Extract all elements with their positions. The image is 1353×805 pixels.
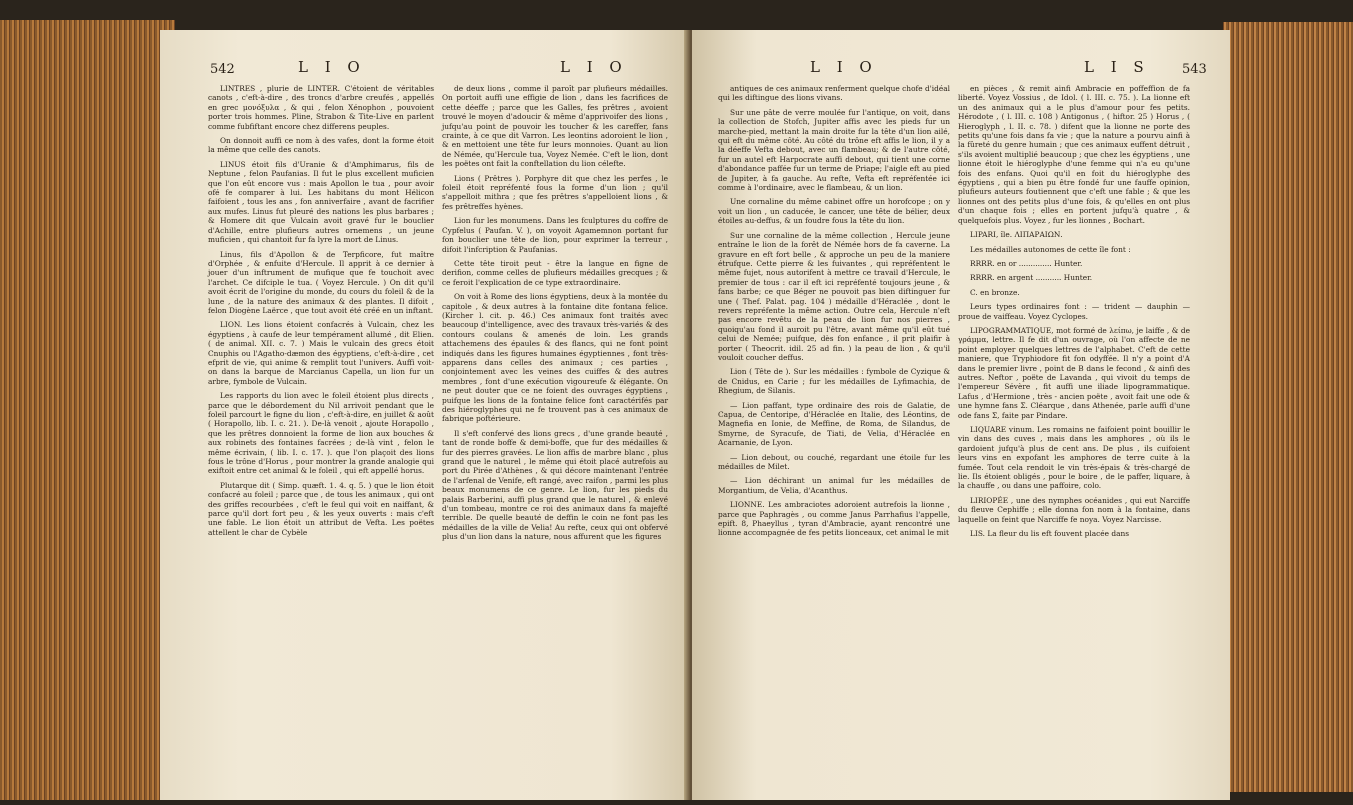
paragraph: Lions ( Prêtres ). Porphyre dit que chez les perfes , le foleil étoit repréfenté fous la forme d'un lion ; qu'il s'appelloit mithra ; que fes prêtres s'appelloient lions , & fes prêtreffes hyènes. <box>442 173 668 211</box>
paragraph: Une cornaline du même cabinet offre un horofcope ; on y voit un lion , un caducée, le cancer, une tête de bélier, deux étoiles au-deffus, & un foudre fous la tête du lion. <box>718 197 950 226</box>
paragraph: Linus, fils d'Apollon & de Terpficore, fut maître d'Orphée , & enfuite d'Hercule. Il apprit à ce dernier à jouer d'un inftrument de mufique que fe touchoit avec l'archet. Ce difciple le tua. ( Voyez Hercule. ) On dit qu'il avoit écrit de l'origine du monde, du cours du foleil & de la lune , de la nature des animaux & des plantes. Il difoit , felon Diogène Laërce , que tout avoit été créé en un inftant. <box>208 249 434 315</box>
left-page-edges <box>0 20 175 800</box>
page-number: 543 <box>1182 62 1207 77</box>
paragraph: Sur une pâte de verre moulée fur l'antique, on voit, dans la collection de Stofch, Jupiter affis avec les pieds fur un marche-pied, mettant la main droite fur la tête d'un lion ailé, qui eft du même côté. Au côté du trône eft affis le lion, il y a la déeffe Vefta debout, avec un flambeau; & de l'autre côté, fur un autel eft Harpocrate auffi debout, qui tient une corne d'abondance paffée fur un terme de Priape; l'aigle eft au pied de Jupiter, à fa gauche. Au refte, Vefta eft repréfentée ici comme à l'ordinaire, avec le flambeau, & un lion. <box>718 107 950 193</box>
paragraph: Les médailles autonomes de cette île font : <box>970 244 1131 254</box>
paragraph: LINUS étoit fils d'Uranie & d'Amphimarus, fils de Neptune , felon Paufanias. Il fut le plus excellent muficien que l'on eût encore vus : mais Apollon le tua , pour avoir ofé fe comparer à lui. Les habitans du mont Hélicon faifoient , tous les ans , fon anniverfaire , avant de facrifier aux mufes. Linus fut pleuré des nations les plus barbares ; & Homere dit que Vulcain avoit gravé fur le bouclier d'Achille, entre plufieurs autres ornemens , un jeune muficien , qui chantoit fur fa lyre la mort de Linus. <box>208 159 434 245</box>
paragraph: LIPARI, île. ΛΙΠΑΡΑΙΩΝ. <box>970 230 1063 240</box>
paragraph: RRRR. en argent ........... Hunter. <box>970 273 1093 283</box>
paragraph: On donnoit auffi ce nom à des vafes, dont la forme étoit la même que celle des canots. <box>208 136 434 155</box>
paragraph: LIRIOPÉE , une des nymphes océanides , qui eut Narciffe du fleuve Cephiffe ; elle donna fon nom à la fontaine, dans laquelle on feint que Narciffe fe noya. Voyez Narcisse. <box>958 495 1190 524</box>
paragraph: RRRR. en or .............. Hunter. <box>970 258 1083 268</box>
right-page-column-2 <box>958 84 1190 543</box>
left-page-header <box>160 58 690 82</box>
paragraph: Lion ( Tête de ). Sur les médailles : fymbole de Cyzique & de Cnidus, en Carie ; fur les médailles de Lyfimachia, de Rhegium, de Silanis. <box>718 367 950 396</box>
paragraph: LIPOGRAMMATIQUE, mot formé de λείπω, je laiffe , & de γράμμα, lettre. Il fe dit d'un ouvrage, où l'on affecte de ne point employer quelques lettres de l'alphabet. C'eft de cette maniere, que Tryphiodore fit fon odyffée. Il n'y a point d'A dans le premier livre , point de B dans le fecond , & ainfi des autres. Neftor , poëte de Lavanda , qui vivoit du temps de l'empereur Sévère , fit auffi une iliade lipogrammatique. Lafus , d'Hermione , très - ancien poëte , avoit fait une ode & une hymne fans Σ. Cléarque , dans Athenée, parle auffi d'une ode fans Σ, faite par Pindare. <box>958 325 1190 420</box>
running-head-left: L I O <box>810 58 878 76</box>
paragraph: LIONNE. Les ambraciotes adoroient autrefois la lionne , parce que Paphragès , ou comme Janus Parrhafius l'appelle, epift. 8, Phaeyllus , tyran d'Ambracie, ayant rencontré une lionne accompagnée de fes petits lionceaux, cet animal le mit <box>718 500 950 538</box>
right-page-edges <box>1223 22 1353 792</box>
left-page-column-2 <box>442 84 668 547</box>
running-head-right: L I S <box>1084 58 1150 76</box>
paragraph: Sur une cornaline de la même collection , Hercule jeune entraîne le lion de la forêt de Némée hors de fa caverne. La gravure en eft fort belle , & approche un peu de la maniere étrufque. Cette pierre & les fuivantes , qui repréfentent le même fujet, nous autorifent à mettre ce travail d'Hercule, le premier de tous : car il eft ici repréfenté toujours jeune , & fans barbe; ce que Béger ne pouvoit pas bien diftinguer fur une ( Thef. Palat. pag. 104 ) médaille d'Héraclée , dont le revers repréfente la même action. Outre cela, Hercule n'eft pas encore revêtu de la peau de lion fur nos pierres , quoiqu'au fond il auroit pu l'être, avant même qu'il eût tué celui de Nemée; puifque, dès fon enfance , il prit plaifir à porter ( Theocrit. idil. 25 ad fin. ) la peau de lion , & qu'il vouloit coucher deffus. <box>718 230 950 362</box>
paragraph: Plutarque dit ( Simp. quæft. 1. 4. q. 5. ) que le lion étoit confacré au foleil ; parce que , de tous les animaux , qui ont des griffes recourbées , c'eft le feul qui voit en naiffant, & parce qu'il dort fort peu , & les yeux ouverts : mais c'eft une fable. Le lion étoit un attribut de Vefta. Les poëtes attellent le char de Cybèle <box>208 480 434 537</box>
paragraph: Il s'eft confervé des lions grecs , d'une grande beauté , tant de ronde boffe & demi-boffe, que fur des médailles & fur des pierres gravées. Le lion affis de marbre blanc , plus grand que le naturel , le même qui étoit placé autrefois au port du Pirée d'Athènes , & qui décore maintenant l'entrée de l'arfenal de Venife, eft rangé, avec raifon , parmi les plus beaux monumens de ce genre. Le lion, fur les pieds du palais Barberini, auffi plus grand que le naturel , & enlevé d'un tombeau, montre ce roi des animaux dans fa majefté terrible. De quelle beauté de deffin le coin ne font pas les médailles de la ville de Velia! Au refte, ceux qui ont obfervé plus d'un lion dans la nature, nous affurent que les figures <box>442 428 668 542</box>
paragraph: LINTRES , plurie de LINTER. C'étoient de véritables canots , c'eft-à-dire , des troncs d'arbre creufés , appellés en grec μονόξυλα , & qui , felon Xénophon , pouvoient porter trois hommes. Pline, Strabon & Tite-Live en parlent comme fubfiftant encore chez differens peuples. <box>208 84 434 131</box>
right-page <box>692 30 1230 800</box>
paragraph: Les rapports du lion avec le foleil étoient plus directs , parce que le débordement du Nil arrivoit pendant que le foleil parcourt le figne du lion , c'eft-à-dire, en juillet & août ( Horapollo, lib. I. c. 21. ). De-là venoit , ajoute Horapollo , que les prêtres donnoient la forme de lion aux bouches & aux robinets des fontaines facrées ; de-là vint , felon le même écrivain, ( lib. I. c. 17. ). que l'on plaçoit des lions fous le trône d'Horus , pour montrer la grande analogie qui exiftoit entre cet animal & le foleil , qui eft appellé horus. <box>208 391 434 476</box>
right-page-header <box>692 58 1230 82</box>
paragraph: antiques de ces animaux renferment quelque chofe d'idéal qui les diftingue des lions vivans. <box>718 84 950 103</box>
right-page-column-1 <box>718 84 950 543</box>
paragraph: — Lion paffant, type ordinaire des rois de Galatie, de Capua, de Centoripe, d'Héraclée en Italie, des Léontins, de Magnefia en Ionie, de Meffine, de Roma, de Silandus, de Smyrne, de Syracufe, de Tiati, de Velia, d'Héraclée en Acarnanie, de Lyon. <box>718 400 950 448</box>
running-head-left: L I O <box>298 58 366 76</box>
paragraph: — Lion debout, ou couché, regardant une étoile fur les médailles de Milet. <box>718 452 950 472</box>
paragraph: en pièces , & remit ainfi Ambracie en poffeffion de fa liberté. Voyez Vossius , de Idol. ( l. III. c. 75. ). La lionne eft un des animaux qui a le plus d'amour pour fes petits. Hérodote , ( l. III. c. 108 ) Antigonus , ( hiftor. 25 ) Horus , ( Hieroglyph , l. II. c. 78. ) difent que la lionne ne porte des petits qu'une fois dans fa vie ; que la nature a pourvu ainfi à la fûreté du genre humain ; que ces animaux euffent détruit , s'ils avoient multiplié beaucoup ; que chez les égyptiens , une lionne étoit le hiéroglyphe d'une femme qui n'a eu qu'une fois des enfans. Quoi qu'il en foit du hiéroglyphe des égyptiens , qui a bien pu être fondé fur une fauffe opinion, plufieurs auteurs foutiennent que c'eft une fable ; & que les lionnes ont des petits plus d'une fois, & qu'elles en ont plus d'un chaque fois ; elles en portent jufqu'à quatre , & quelquefois plus. Voyez , fur les lionnes , Bochart. <box>958 84 1190 225</box>
page-number: 542 <box>210 62 235 77</box>
paragraph: LIS. La fleur du lis eft fouvent placée dans <box>970 529 1130 539</box>
left-page-column-1 <box>208 84 434 542</box>
paragraph: Cette tête tiroit peut - être la langue en figne de derifion, comme celles de plufieurs médailles grecques ; & ce feroit l'explication de ce type extraordinaire. <box>442 258 668 287</box>
paragraph: On voit à Rome des lions égyptiens, deux à la montée du capitole , & deux autres à la fontaine dite fontana felice. (Kircher l. cit. p. 46.) Ces animaux font traités avec beaucoup d'intelligence, avec des travaux très-variés & des contours coulans & amenés de loin. Les grands attachemens des épaules & des flancs, qui ne font point indiqués dans les figures humaines égyptiennes , font très-apparens dans celles des animaux ; ces parties , conjointement avec les veines des cuiffes & des autres membres , font d'une exécution vigoureufe & élégante. On ne peut douter que ce ne foient des ouvrages égyptiens , puifque les lions de la fontaine felice font caractérifés par des hiéroglyphes qui ne fe trouvent pas à ces animaux de fabrique poftérieure. <box>442 292 668 424</box>
paragraph: de deux lions , comme il paroît par plufieurs médailles. On portoit auffi une effigie de lion , dans les facrifices de cette déeffe ; parce que les Galles, fes prêtres , avoient trouvé le moyen d'adoucir & même d'apprivoifer des lions , jufqu'au point de pouvoir les toucher & les careffer, fans crainte, à ce que dit Varron. Les leontins adoroient le lion , & en mettoient une tête fur leurs monnoies. Quant au lion de Némée, qu'Hercule tua, Voyez Nemée. C'eft le lion, dont les poëtes ont fait la conftellation du lion célefte. <box>442 84 668 169</box>
paragraph: LIQUARE vinum. Les romains ne faifoient point bouillir le vin dans des cuves , mais dans les amphores , où ils le gardoient jufqu'à plus de cent ans. De plus , ils cuifoient leurs vins en expofant les amphores de terre cuite à la fumée. Tout cela rendoit le vin très-épais & très-chargé de lie. Ils étoient obligés , pour le boire , de le paffer, liquare, à la chauffe , ou dans une paffoire, colo. <box>958 425 1190 491</box>
running-head-right: L I O <box>560 58 628 76</box>
paragraph: Leurs types ordinaires font : — trident — dauphin — proue de vaiffeau. Voyez Cyclopes. <box>958 302 1190 321</box>
paragraph: Lion fur les monumens. Dans les fculptures du coffre de Cypfelus ( Paufan. V. ), on voyoit Agamemnon portant fur fon bouclier une tête de lion, pour exprimer la terreur , difoit l'infcription & Paufanias. <box>442 216 668 254</box>
left-page <box>160 30 690 800</box>
paragraph: C. en bronze. <box>970 287 1020 297</box>
paragraph: LION. Les lions étoient confacrés à Vulcain, chez les égyptiens , à caufe de leur tempérament allumé , dit Elien. ( de animal. XII. c. 7. ) Mais le vulcain des grecs étoit Cnuphis ou l'Agatho-dæmon des égyptiens, c'eft-à-dire , cet efprit de vie, qui anime & remplit tout l'univers. Auffi voit-on dans la barque de Marcianus Capella, un lion fur un arbre, fymbole de Vulcain. <box>208 320 434 386</box>
paragraph: — Lion déchirant un animal fur les médailles de Morgantium, de Velia, d'Acanthus. <box>718 476 950 495</box>
